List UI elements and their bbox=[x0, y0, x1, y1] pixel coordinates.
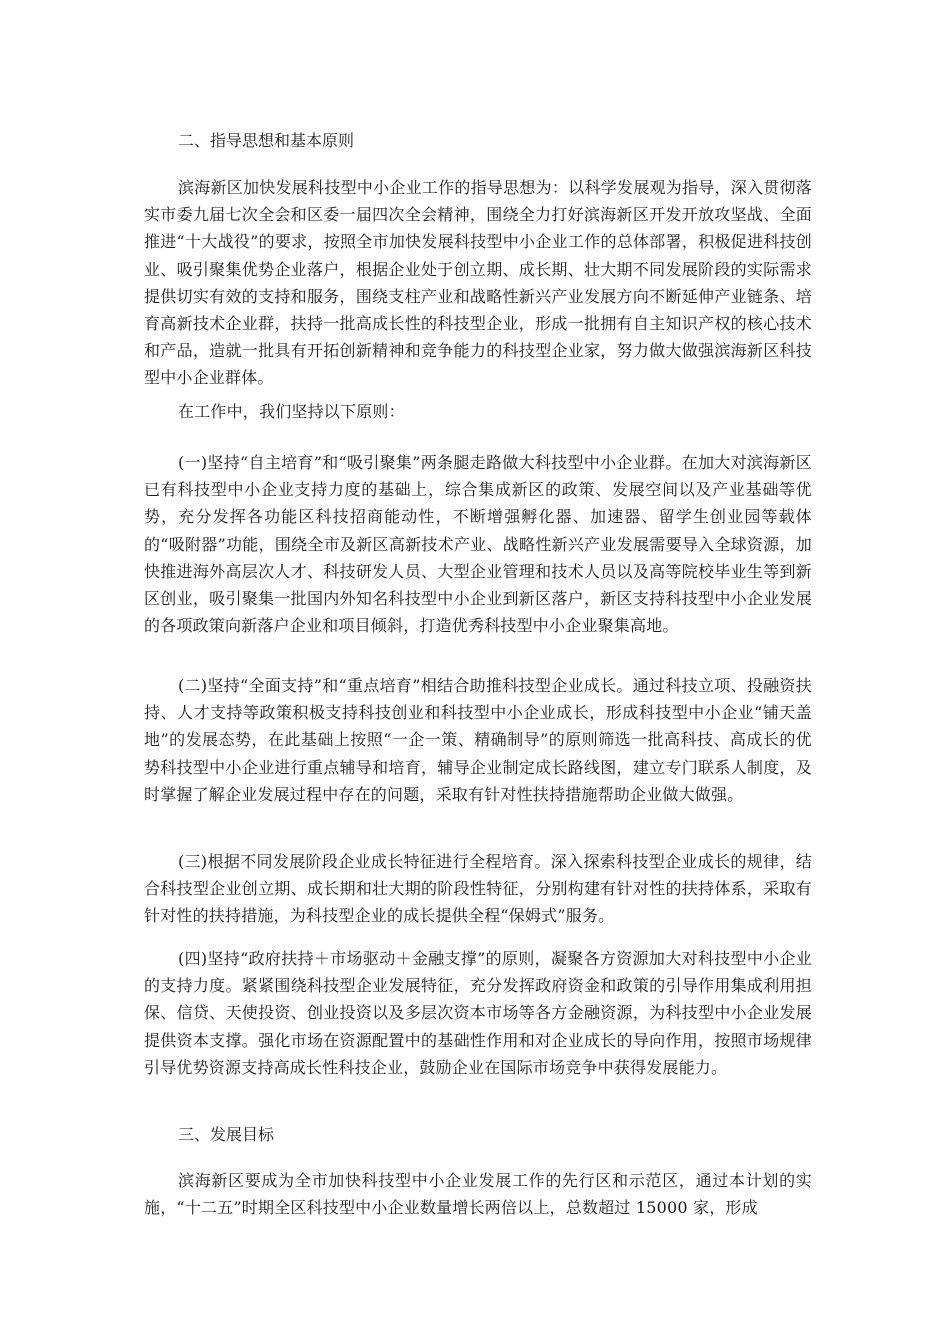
principle-1-paragraph: (一)坚持“自主培育”和“吸引聚集”两条腿走路做大科技型中小企业群。在加大对滨海新区已有科技型中小企业支持力度的基础上，综合集成新区的政策、发展空间以及产业基础等优势，充分发挥各功能区科技招商能动性，不断增强孵化器、加速器、留学生创业园等载体的“吸附器”功能，围绕全市及新区高新技术产业、战略性新兴产业发展需要导入全球资源，加快推进海外高层次人才、科技研发人员、大型企业管理和技术人员以及高等院校毕业生等到新区创业，吸引聚集一批国内外知名科技型中小企业到新区落户，新区支持科技型中小企业发展的各项政策向新落户企业和项目倾斜，打造优秀科技型中小企业聚集高地。 bbox=[144, 453, 812, 636]
principle-3-paragraph: (三)根据不同发展阶段企业成长特征进行全程培育。深入探索科技型企业成长的规律，结合科技型企业创立期、成长期和壮大期的阶段性特征，分别构建有针对性的扶持体系，采取有针对性的扶持措施，为科技型企业的成长提供全程“保姆式”服务。 bbox=[144, 852, 812, 926]
section-heading-guiding-principles: 二、指导思想和基本原则 bbox=[178, 131, 355, 150]
principle-2-paragraph: (二)坚持“全面支持”和“重点培育”相结合助推科技型企业成长。通过科技立项、投融资扶持、人才支持等政策积极支持科技创业和科技型中小企业成长，形成科技型中小企业“铺天盖地”的发展态势，在此基础上按照“一企一策、精确制导”的原则筛选一批高科技、高成长的优势科技型中小企业进行重点辅导和培育，辅导企业制定成长路线图，建立专门联系人制度，及时掌握了解企业发展过程中存在的问题，采取有针对性扶持措施帮助企业做大做强。 bbox=[144, 676, 812, 804]
development-goals-paragraph: 滨海新区要成为全市加快科技型中小企业发展工作的先行区和示范区，通过本计划的实施，“十二五”时期全区科技型中小企业数量增长两倍以上，总数超过 15000 家，形成 bbox=[144, 1171, 812, 1218]
section-heading-development-goals: 三、发展目标 bbox=[178, 1125, 275, 1144]
guiding-ideology-paragraph: 滨海新区加快发展科技型中小企业工作的指导思想为：以科学发展观为指导，深入贯彻落实市委九届七次全会和区委一届四次全会精神，围绕全力打好滨海新区开发开放攻坚战、全面推进“十大战役”的要求，按照全市加快发展科技型中小企业工作的总体部署，积极促进科技创业、吸引聚集优势企业落户，根据企业处于创立期、成长期、壮大期不同发展阶段的实际需求提供切实有效的支持和服务，围绕支柱产业和战略性新兴产业发展方向不断延伸产业链条、培育高新技术企业群，扶持一批高成长性的科技型企业，形成一批拥有自主知识产权的核心技术和产品，造就一批具有开拓创新精神和竞争能力的科技型企业家，努力做大做强滨海新区科技型中小企业群体。 bbox=[144, 178, 812, 388]
principle-4-paragraph: (四)坚持“政府扶持＋市场驱动＋金融支撑”的原则，凝聚各方资源加大对科技型中小企业的支持力度。紧紧围绕科技型企业发展特征，充分发挥政府资金和政策的引导作用集成利用担保、信贷、天使投资、创业投资以及多层次资本市场等各方金融资源，为科技型中小企业发展提供资本支撑。强化市场在资源配置中的基础性作用和对企业成长的导向作用，按照市场规律引导优势资源支持高成长性科技企业，鼓励企业在国际市场竞争中获得发展能力。 bbox=[144, 949, 812, 1077]
principles-intro-paragraph: 在工作中，我们坚持以下原则： bbox=[178, 402, 405, 421]
